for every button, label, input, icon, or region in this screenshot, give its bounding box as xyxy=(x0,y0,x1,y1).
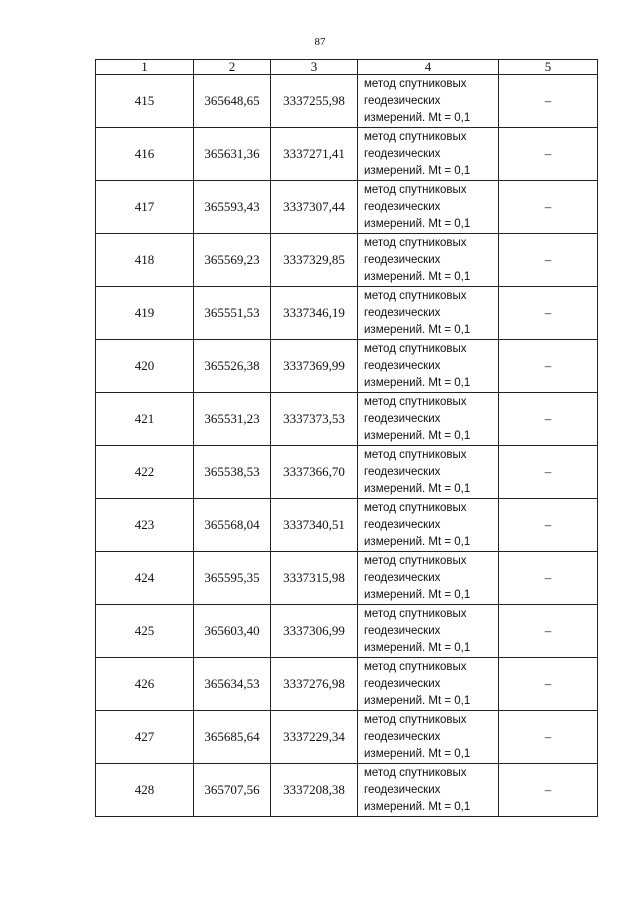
y-coordinate-cell: 3337271,41 xyxy=(271,128,358,181)
x-coordinate-cell: 365551,53 xyxy=(194,287,271,340)
note-cell: – xyxy=(499,446,598,499)
note-cell: – xyxy=(499,75,598,128)
point-number-cell: 424 xyxy=(96,552,194,605)
point-number-cell: 419 xyxy=(96,287,194,340)
method-cell xyxy=(358,499,499,552)
point-number-cell: 422 xyxy=(96,446,194,499)
note-cell: – xyxy=(499,287,598,340)
note-cell: – xyxy=(499,711,598,764)
method-line: измерений. Mt = 0,1 xyxy=(364,376,471,389)
method-line: геодезических xyxy=(364,571,441,584)
method-line: геодезических xyxy=(364,518,441,531)
table-row xyxy=(96,605,598,658)
x-coordinate-cell: 365531,23 xyxy=(194,393,271,446)
method-cell xyxy=(358,287,499,340)
point-number-cell: 418 xyxy=(96,234,194,287)
y-coordinate-cell: 3337340,51 xyxy=(271,499,358,552)
y-coordinate-cell: 3337346,19 xyxy=(271,287,358,340)
table-row xyxy=(96,181,598,234)
method-line: метод спутниковых xyxy=(364,183,467,196)
method-line: измерений. Mt = 0,1 xyxy=(364,111,471,124)
method-line: метод спутниковых xyxy=(364,77,467,90)
point-number-cell: 420 xyxy=(96,340,194,393)
y-coordinate-cell: 3337255,98 xyxy=(271,75,358,128)
method-line: метод спутниковых xyxy=(364,554,467,567)
method-line: измерений. Mt = 0,1 xyxy=(364,535,471,548)
method-line: геодезических xyxy=(364,200,441,213)
method-line: геодезических xyxy=(364,783,441,796)
method-line: метод спутниковых xyxy=(364,289,467,302)
table-body xyxy=(96,75,598,817)
method-line: метод спутниковых xyxy=(364,713,467,726)
method-line: измерений. Mt = 0,1 xyxy=(364,747,471,760)
note-cell: – xyxy=(499,552,598,605)
table-row xyxy=(96,393,598,446)
method-cell xyxy=(358,181,499,234)
method-line: измерений. Mt = 0,1 xyxy=(364,217,471,230)
point-number-cell: 426 xyxy=(96,658,194,711)
method-line: геодезических xyxy=(364,677,441,690)
table-row xyxy=(96,128,598,181)
method-cell xyxy=(358,393,499,446)
x-coordinate-cell: 365595,35 xyxy=(194,552,271,605)
method-cell xyxy=(358,446,499,499)
header-row xyxy=(96,60,598,75)
point-number-cell: 421 xyxy=(96,393,194,446)
y-coordinate-cell: 3337307,44 xyxy=(271,181,358,234)
method-line: метод спутниковых xyxy=(364,501,467,514)
x-coordinate-cell: 365648,65 xyxy=(194,75,271,128)
note-cell: – xyxy=(499,128,598,181)
x-coordinate-cell: 365526,38 xyxy=(194,340,271,393)
point-number-cell: 428 xyxy=(96,764,194,817)
note-cell: – xyxy=(499,658,598,711)
method-line: геодезических xyxy=(364,412,441,425)
method-line: измерений. Mt = 0,1 xyxy=(364,323,471,336)
x-coordinate-cell: 365685,64 xyxy=(194,711,271,764)
method-line: геодезических xyxy=(364,306,441,319)
x-coordinate-cell: 365569,23 xyxy=(194,234,271,287)
method-line: измерений. Mt = 0,1 xyxy=(364,164,471,177)
method-cell xyxy=(358,764,499,817)
note-cell: – xyxy=(499,605,598,658)
method-line: измерений. Mt = 0,1 xyxy=(364,588,471,601)
table-row xyxy=(96,340,598,393)
table-row xyxy=(96,552,598,605)
point-number-cell: 425 xyxy=(96,605,194,658)
y-coordinate-cell: 3337315,98 xyxy=(271,552,358,605)
x-coordinate-cell: 365593,43 xyxy=(194,181,271,234)
header-col-2: 2 xyxy=(194,60,271,75)
method-line: геодезических xyxy=(364,624,441,637)
method-line: измерений. Mt = 0,1 xyxy=(364,429,471,442)
table-row xyxy=(96,287,598,340)
x-coordinate-cell: 365538,53 xyxy=(194,446,271,499)
method-line: метод спутниковых xyxy=(364,607,467,620)
x-coordinate-cell: 365707,56 xyxy=(194,764,271,817)
method-line: измерений. Mt = 0,1 xyxy=(364,694,471,707)
x-coordinate-cell: 365603,40 xyxy=(194,605,271,658)
point-number-cell: 415 xyxy=(96,75,194,128)
point-number-cell: 416 xyxy=(96,128,194,181)
method-cell xyxy=(358,711,499,764)
note-cell: – xyxy=(499,181,598,234)
method-line: метод спутниковых xyxy=(364,395,467,408)
method-line: метод спутниковых xyxy=(364,766,467,779)
method-line: метод спутниковых xyxy=(364,130,467,143)
x-coordinate-cell: 365631,36 xyxy=(194,128,271,181)
method-line: геодезических xyxy=(364,730,441,743)
method-line: измерений. Mt = 0,1 xyxy=(364,270,471,283)
table-row xyxy=(96,234,598,287)
table-header xyxy=(96,60,598,75)
method-cell xyxy=(358,552,499,605)
method-line: метод спутниковых xyxy=(364,342,467,355)
method-cell xyxy=(358,234,499,287)
method-line: метод спутниковых xyxy=(364,236,467,249)
method-line: геодезических xyxy=(364,465,441,478)
method-line: измерений. Mt = 0,1 xyxy=(364,641,471,654)
header-col-5: 5 xyxy=(499,60,598,75)
header-col-1: 1 xyxy=(96,60,194,75)
method-line: измерений. Mt = 0,1 xyxy=(364,482,471,495)
note-cell: – xyxy=(499,393,598,446)
y-coordinate-cell: 3337369,99 xyxy=(271,340,358,393)
table-row xyxy=(96,75,598,128)
table-row xyxy=(96,764,598,817)
note-cell: – xyxy=(499,764,598,817)
y-coordinate-cell: 3337373,53 xyxy=(271,393,358,446)
table-row xyxy=(96,658,598,711)
note-cell: – xyxy=(499,234,598,287)
y-coordinate-cell: 3337208,38 xyxy=(271,764,358,817)
y-coordinate-cell: 3337329,85 xyxy=(271,234,358,287)
note-cell: – xyxy=(499,340,598,393)
point-number-cell: 423 xyxy=(96,499,194,552)
x-coordinate-cell: 365568,04 xyxy=(194,499,271,552)
y-coordinate-cell: 3337366,70 xyxy=(271,446,358,499)
y-coordinate-cell: 3337276,98 xyxy=(271,658,358,711)
method-line: метод спутниковых xyxy=(364,660,467,673)
method-cell xyxy=(358,128,499,181)
method-cell xyxy=(358,75,499,128)
method-line: геодезических xyxy=(364,359,441,372)
method-line: геодезических xyxy=(364,147,441,160)
point-number-cell: 427 xyxy=(96,711,194,764)
header-col-3: 3 xyxy=(271,60,358,75)
page-number: 87 xyxy=(314,36,326,48)
x-coordinate-cell: 365634,53 xyxy=(194,658,271,711)
y-coordinate-cell: 3337306,99 xyxy=(271,605,358,658)
method-line: геодезических xyxy=(364,94,441,107)
table-row xyxy=(96,499,598,552)
point-number-cell: 417 xyxy=(96,181,194,234)
method-cell xyxy=(358,658,499,711)
method-line: метод спутниковых xyxy=(364,448,467,461)
coordinates-table xyxy=(95,59,598,817)
method-cell xyxy=(358,340,499,393)
note-cell: – xyxy=(499,499,598,552)
table-row xyxy=(96,446,598,499)
table-row xyxy=(96,711,598,764)
method-cell xyxy=(358,605,499,658)
y-coordinate-cell: 3337229,34 xyxy=(271,711,358,764)
method-line: геодезических xyxy=(364,253,441,266)
method-line: измерений. Mt = 0,1 xyxy=(364,800,471,813)
header-col-4: 4 xyxy=(358,60,499,75)
